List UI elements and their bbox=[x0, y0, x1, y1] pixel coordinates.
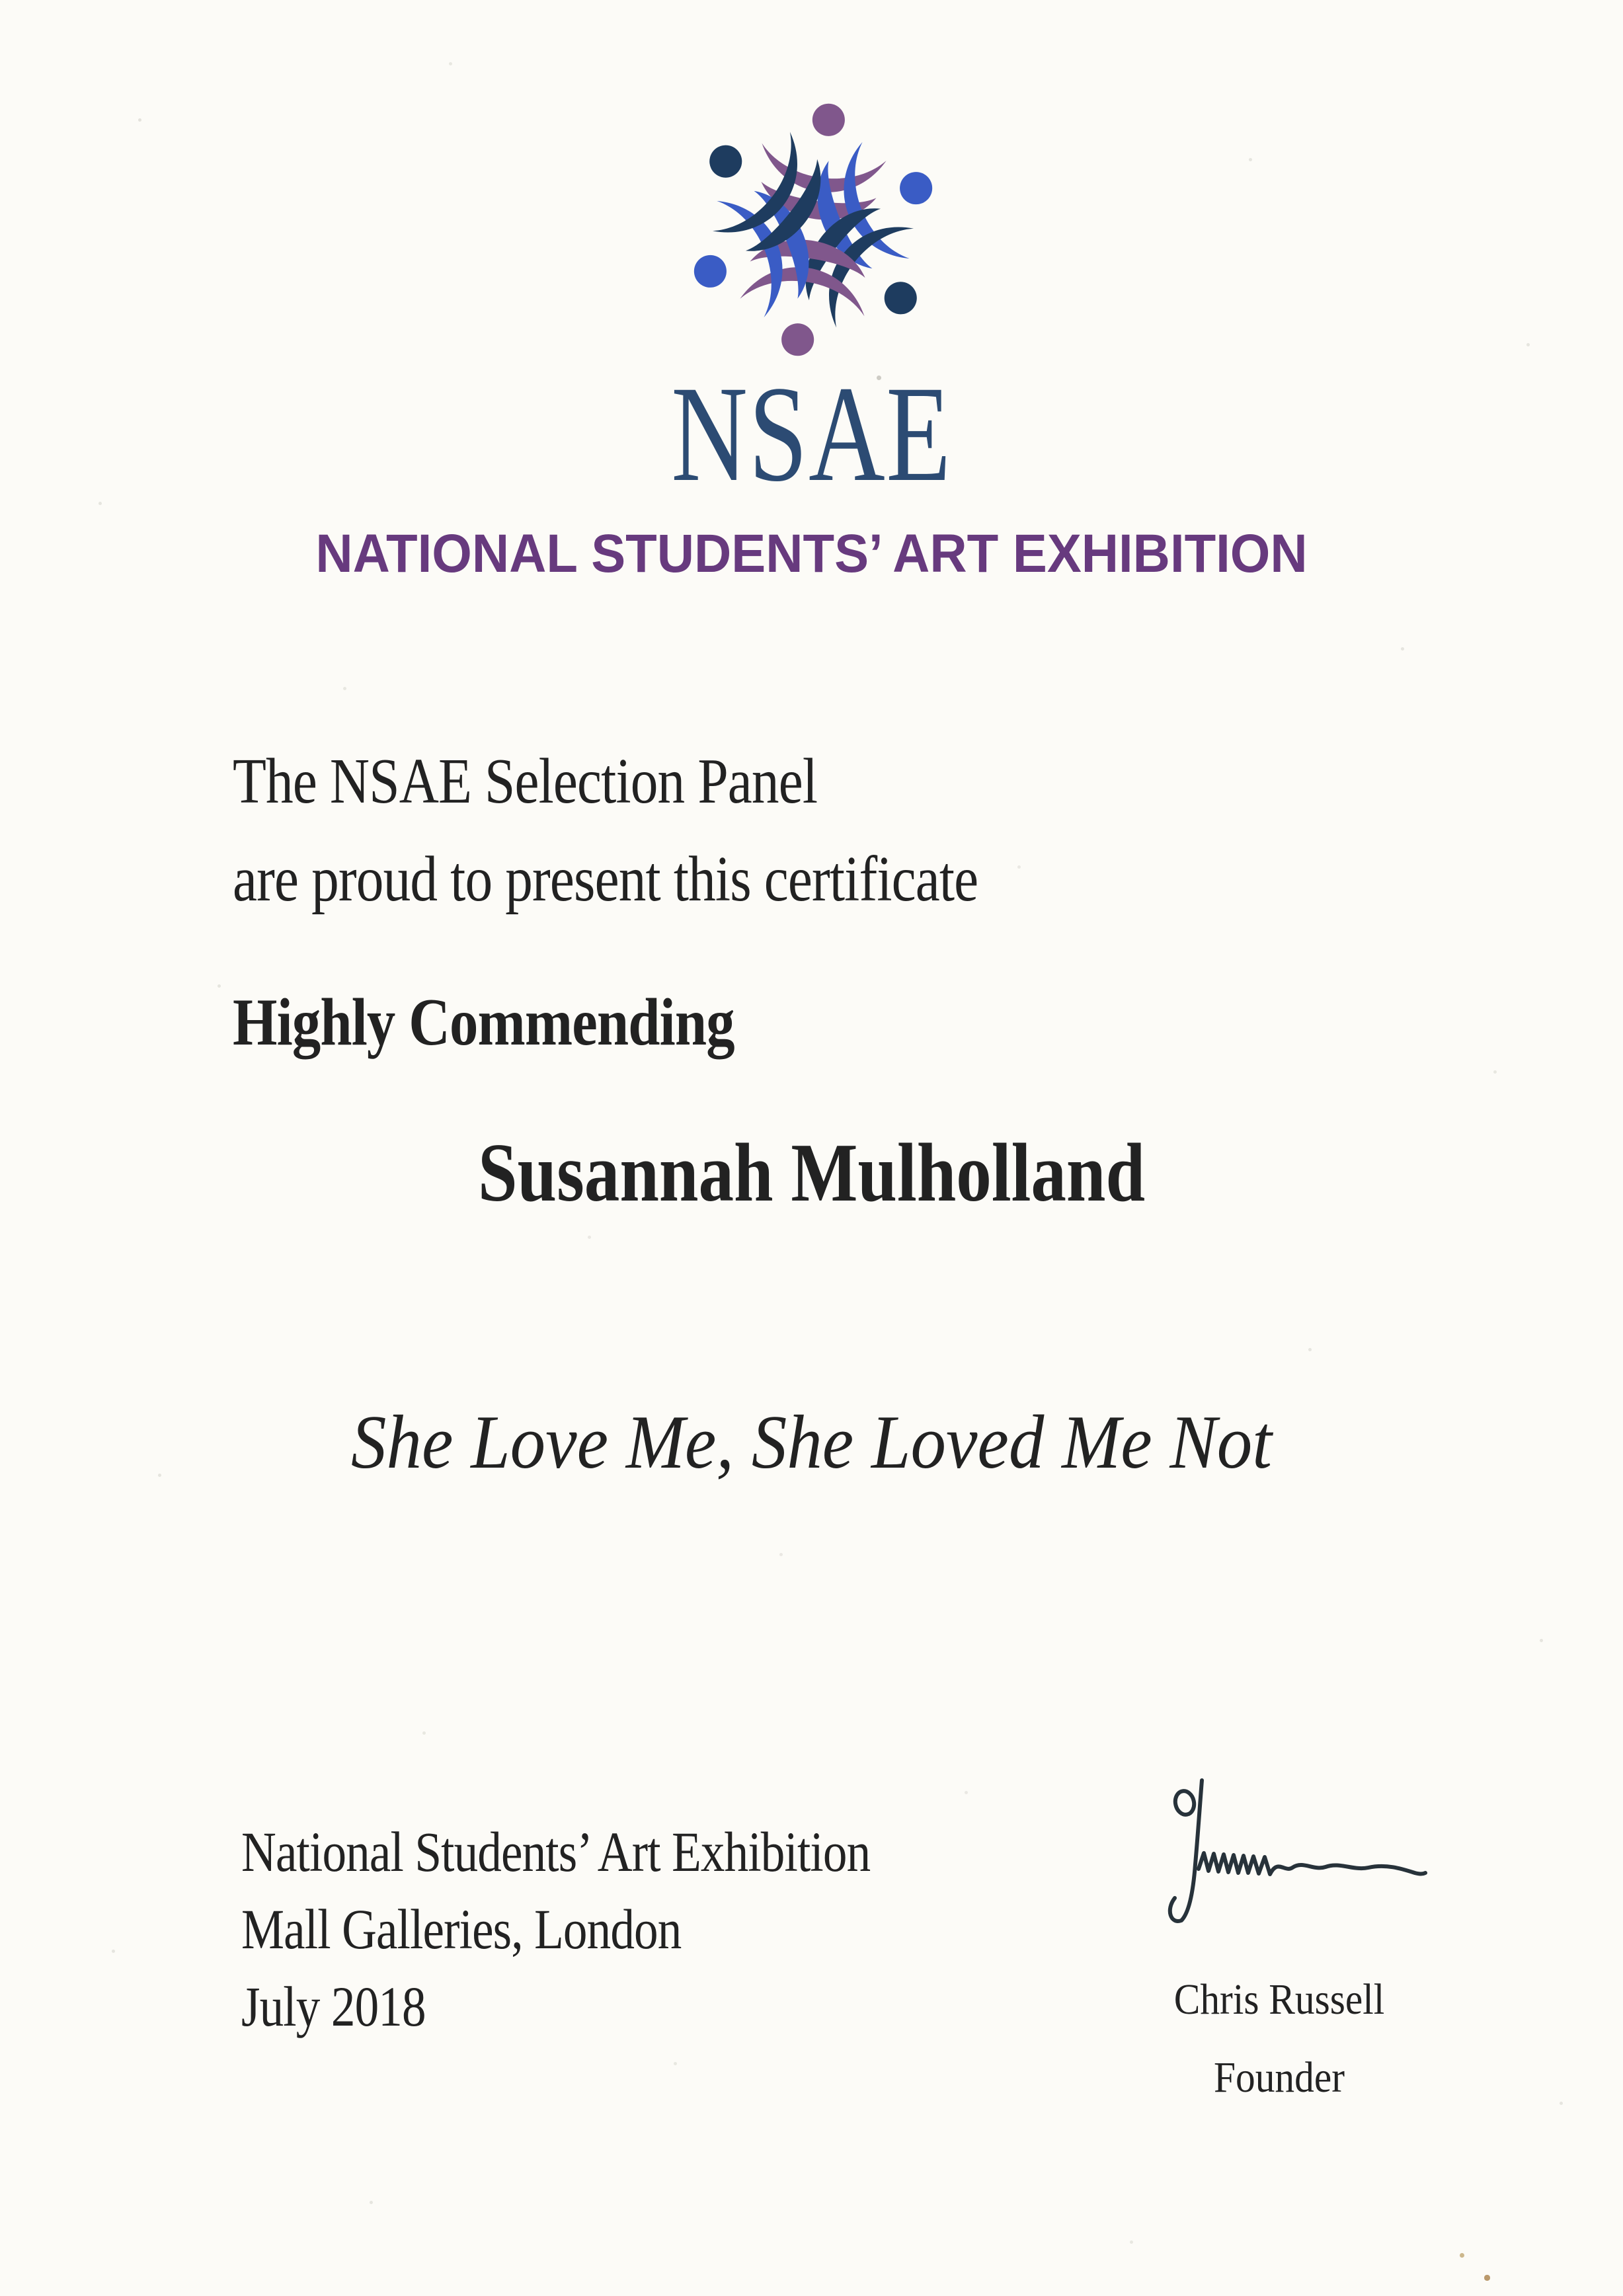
signer-name: Chris Russell bbox=[1173, 1975, 1385, 2024]
nsae-logo bbox=[638, 73, 988, 387]
award-level: Highly Commending bbox=[233, 985, 734, 1060]
footer-venue: Mall Galleries, London bbox=[241, 1897, 682, 1961]
recipient-name: Susannah Mulholland bbox=[477, 1127, 1146, 1219]
footer-date: July 2018 bbox=[241, 1975, 426, 2038]
organization-title: NATIONAL STUDENTS’ ART EXHIBITION bbox=[315, 524, 1308, 584]
intro-line-1: The NSAE Selection Panel bbox=[233, 746, 818, 817]
signature-handwriting bbox=[1160, 1768, 1438, 1940]
paper-specks bbox=[0, 0, 2, 2]
intro-line-2: are proud to present this certificate bbox=[233, 844, 978, 915]
signer-role: Founder bbox=[1214, 2053, 1345, 2102]
artwork-title: She Love Me, She Loved Me Not bbox=[351, 1400, 1272, 1484]
footer-exhibition-name: National Students’ Art Exhibition bbox=[241, 1820, 871, 1883]
nsae-wordmark: NSAE bbox=[671, 358, 952, 510]
